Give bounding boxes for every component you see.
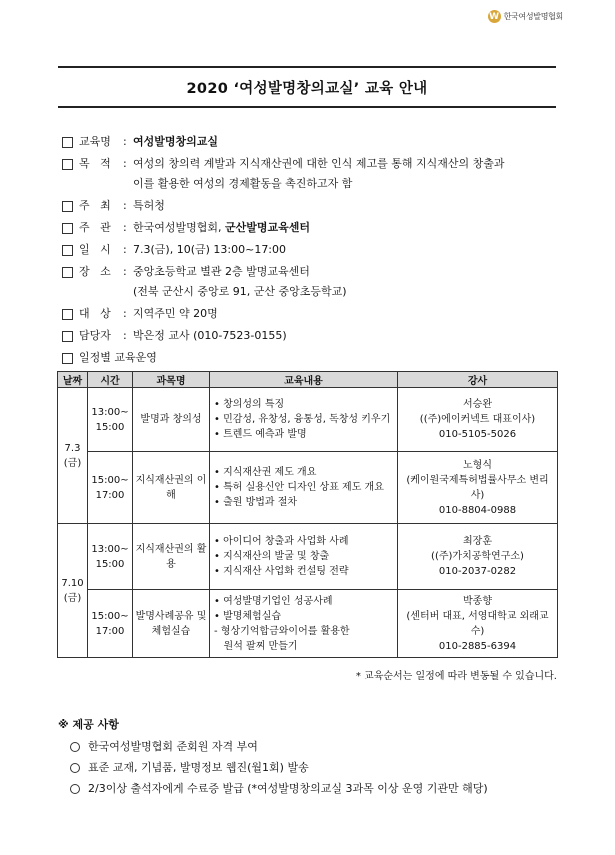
info-row-place: 장 소 : 중앙초등학교 별관 2층 발명교육센터 (전북 군산시 중앙로 91, 군산 중앙초등학교) [62,265,562,299]
info-value: 여성발명창의교실 [133,135,219,148]
checkbox-square-icon [62,331,73,342]
content-cell: • 창의성의 특징 • 민감성, 유창성, 융통성, 독창성 키우기 • 트렌드 예측과 발명 [210,388,398,452]
info-value: 7.3(금), 10(금) 13:00~17:00 [133,243,287,256]
content-cell: • 지식재산권 제도 개요 • 특허 실용신안 디자인 상표 제도 개요 • 출원 방법과 절차 [210,452,398,524]
table-row [58,524,558,590]
logo-text: 한국여성발명협회 [503,12,563,21]
info-row-contact: 담당자 : 박은정 교사 (010-7523-0155) [62,329,562,343]
info-row-purpose: 목 적 : 여성의 창의력 계발과 지식재산권에 대한 인식 제고를 통해 지식재산의 창출과 이를 활용한 여성의 경제활동을 촉진하고자 함 [62,157,562,191]
provide-title: ※ 제공 사항 [58,718,119,731]
info-label: 주 관 [79,221,111,234]
checkbox-square-icon [62,201,73,212]
teacher-cell: 최장훈 ((주)가치공학연구소) 010-2037-0282 [398,524,558,590]
info-row-course: 교육명 : 여성발명창의교실 [62,135,562,149]
logo-mark: W [489,11,500,22]
checkbox-square-icon [62,353,73,364]
info-value: 한국여성발명협회, 군산발명교육센터 [133,221,311,234]
info-value: 박은정 교사 (010-7523-0155) [133,329,287,342]
list-item: 한국여성발명협회 준회원 자격 부여 [70,740,488,754]
circle-bullet-icon [70,784,80,794]
content-cell: • 여성발명기업인 성공사례 • 발명체험실습 - 형상기억합금와이어를 활용한 원석 팔찌 만들기 [210,590,398,658]
time-cell: 13:00~ 15:00 [88,388,133,452]
info-row-target: 대 상 : 지역주민 약 20명 [62,307,562,321]
checkbox-square-icon [62,267,73,278]
logo [488,10,563,23]
info-value: 중앙초등학교 별관 2층 발명교육센터 (전북 군산시 중앙로 91, 군산 중앙초등학교) [133,265,347,298]
header-time: 시간 [88,372,133,388]
info-label: 대 상 [79,307,111,320]
info-row-schedule [62,351,562,365]
info-label: 장 소 [79,265,111,278]
info-label: 주 최 [79,199,111,212]
time-cell: 15:00~ 17:00 [88,590,133,658]
provide-section [58,716,488,803]
info-label: 목 적 [79,157,111,170]
schedule-table [57,371,558,658]
date-cell: 7.3 (금) [58,388,88,524]
info-row-host: 주 최 : 특허청 [62,199,562,213]
title-box [58,66,556,108]
checkbox-square-icon [62,137,73,148]
info-list [62,135,562,373]
header-subject: 과목명 [133,372,210,388]
checkbox-square-icon [62,309,73,320]
header-content: 교육내용 [210,372,398,388]
table-row [58,452,558,524]
checkbox-square-icon [62,223,73,234]
page-title: 2020 ‘여성발명창의교실’ 교육 안내 [186,80,428,97]
table-row [58,388,558,452]
info-row-organizer: 주 관 : 한국여성발명협회, 군산발명교육센터 [62,221,562,235]
date-cell: 7.10 (금) [58,524,88,658]
header-teacher: 강사 [398,372,558,388]
table-row [58,590,558,658]
teacher-cell: 박종향 (센터버 대표, 서영대학교 외래교수) 010-2885-6394 [398,590,558,658]
info-label: 일정별 교육운영 [79,351,157,364]
list-item: 2/3이상 출석자에게 수료증 발급 (*여성발명창의교실 3과목 이상 운영 기관만 해당) [70,782,488,796]
info-value: 지역주민 약 20명 [133,307,218,320]
info-row-datetime: 일 시 : 7.3(금), 10(금) 13:00~17:00 [62,243,562,257]
checkbox-square-icon [62,159,73,170]
content-cell: • 아이디어 창출과 사업화 사례 • 지식재산의 발굴 및 창출 • 지식재산 사업화 컨설팅 전략 [210,524,398,590]
header-date: 날짜 [58,372,88,388]
teacher-cell: 서승완 ((주)에이커넥트 대표이사) 010-5105-5026 [398,388,558,452]
checkbox-square-icon [62,245,73,256]
circle-bullet-icon [70,742,80,752]
teacher-cell: 노형식 (케이원국제특허법률사무소 변리사) 010-8804-0988 [398,452,558,524]
schedule-note: * 교육순서는 일정에 따라 변동될 수 있습니다. [355,671,557,682]
subject-cell: 발명과 창의성 [133,388,210,452]
info-label: 교육명 [79,135,111,148]
subject-cell: 지식재산권의 이해 [133,452,210,524]
info-value: 특허청 [133,199,165,212]
list-item: 표준 교재, 기념품, 발명정보 웹진(월1회) 발송 [70,761,488,775]
time-cell: 13:00~ 15:00 [88,524,133,590]
info-value: 여성의 창의력 계발과 지식재산권에 대한 인식 제고를 통해 지식재산의 창출과 이를 활용한 여성의 경제활동을 촉진하고자 함 [133,157,505,190]
subject-cell: 지식재산권의 활용 [133,524,210,590]
info-label: 일 시 [79,243,111,256]
time-cell: 15:00~ 17:00 [88,452,133,524]
circle-bullet-icon [70,763,80,773]
info-label: 담당자 [79,329,111,342]
table-header-row [58,372,558,388]
subject-cell: 발명사례공유 및 체험실습 [133,590,210,658]
